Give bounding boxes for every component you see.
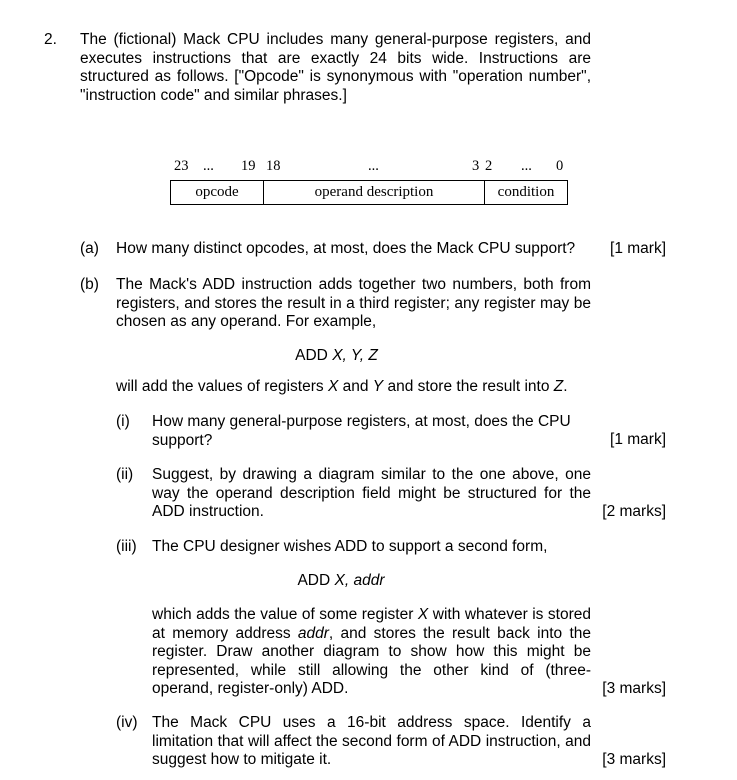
body-var-x: X: [417, 606, 429, 623]
sub-i-text: How many general-purpose registers, at most, does the CPU support?: [152, 413, 571, 449]
explanation-text-3: and store the result into: [387, 378, 550, 395]
part-b-explanation: [116, 378, 568, 396]
part-a-label: (a): [80, 240, 99, 257]
body-var-addr: addr: [297, 624, 329, 642]
second-form-opcode: ADD: [297, 572, 331, 589]
bit-ellipsis-mid: ...: [368, 158, 379, 174]
sub-i-label: (i): [116, 413, 130, 430]
part-b-text: The Mack's ADD instruction adds together two numbers, both from registers, and stores the result in a third register; any register may be chosen as any operand. For example,: [116, 276, 591, 330]
var-z: Z: [553, 378, 564, 395]
sub-iii-example: [152, 572, 530, 590]
sub-iii-label: (iii): [116, 538, 137, 555]
bit-ellipsis-right: ...: [521, 158, 532, 174]
body-text-1: which adds the value of some register: [152, 606, 414, 623]
bit-label-18: 18: [266, 158, 281, 174]
sub-iii-text: The CPU designer wishes ADD to support a second form,: [152, 538, 548, 555]
body-text-2: with whatever is stored at memory address: [152, 606, 592, 642]
part-a-text: How many distinct opcodes, at most, does the Mack CPU support?: [116, 240, 576, 257]
bit-label-23: 23: [174, 158, 189, 174]
sub-ii-text: Suggest, by drawing a diagram similar to the one above, one way the operand description field might be structured for the ADD instruction.: [152, 466, 591, 520]
bit-label-0: 0: [556, 158, 564, 174]
opcode-field: opcode: [170, 180, 264, 205]
explanation-text-2: and: [342, 378, 369, 395]
bit-label-19: 19: [241, 158, 256, 174]
condition-field: condition: [484, 180, 568, 205]
part-b-label: (b): [80, 276, 99, 293]
example-operands: X, Y, Z: [332, 347, 378, 364]
example-opcode: ADD: [295, 347, 328, 364]
second-form-addr: addr: [353, 572, 385, 589]
var-y: Y: [372, 378, 384, 395]
bit-label-2: 2: [485, 158, 493, 174]
body-text-3: , and stores the result back into the register. Draw another diagram to show how this might be represented, while still allowing the other kind of (three-operand, register-only) ADD.: [152, 624, 591, 697]
question-intro: The (fictional) Mack CPU includes many general-purpose registers, and executes instructions that are exactly 24 bits wide. Instructions are structured as follows. ["Opcode" is synonymous with "operation number", "instruction code" and similar phrases.]: [80, 31, 591, 104]
question-number: 2.: [44, 31, 57, 48]
sub-ii-label: (ii): [116, 466, 134, 483]
sub-iv-text: The Mack CPU uses a 16-bit address space. Identify a limitation that will affect the second form of ADD instruction, and suggest how to mitigate it.: [152, 714, 591, 768]
var-x: X: [327, 378, 339, 395]
second-form-register: X,: [334, 572, 350, 589]
part-a-marks: [1 mark]: [610, 240, 666, 257]
sub-i-marks: [1 mark]: [610, 431, 666, 448]
part-b-example: [116, 347, 557, 365]
sub-iv-label: (iv): [116, 714, 138, 731]
sub-ii-marks: [2 marks]: [602, 503, 666, 520]
bit-label-3: 3: [472, 158, 480, 174]
sub-iii-marks: [3 marks]: [602, 680, 666, 697]
operand-description-field: operand description: [263, 180, 485, 205]
sub-iii-body: [152, 606, 591, 699]
bit-ellipsis-left: ...: [203, 158, 214, 174]
sub-iv-marks: [3 marks]: [602, 751, 666, 768]
explanation-period: .: [563, 378, 568, 395]
explanation-text-1: will add the values of registers: [116, 378, 324, 395]
